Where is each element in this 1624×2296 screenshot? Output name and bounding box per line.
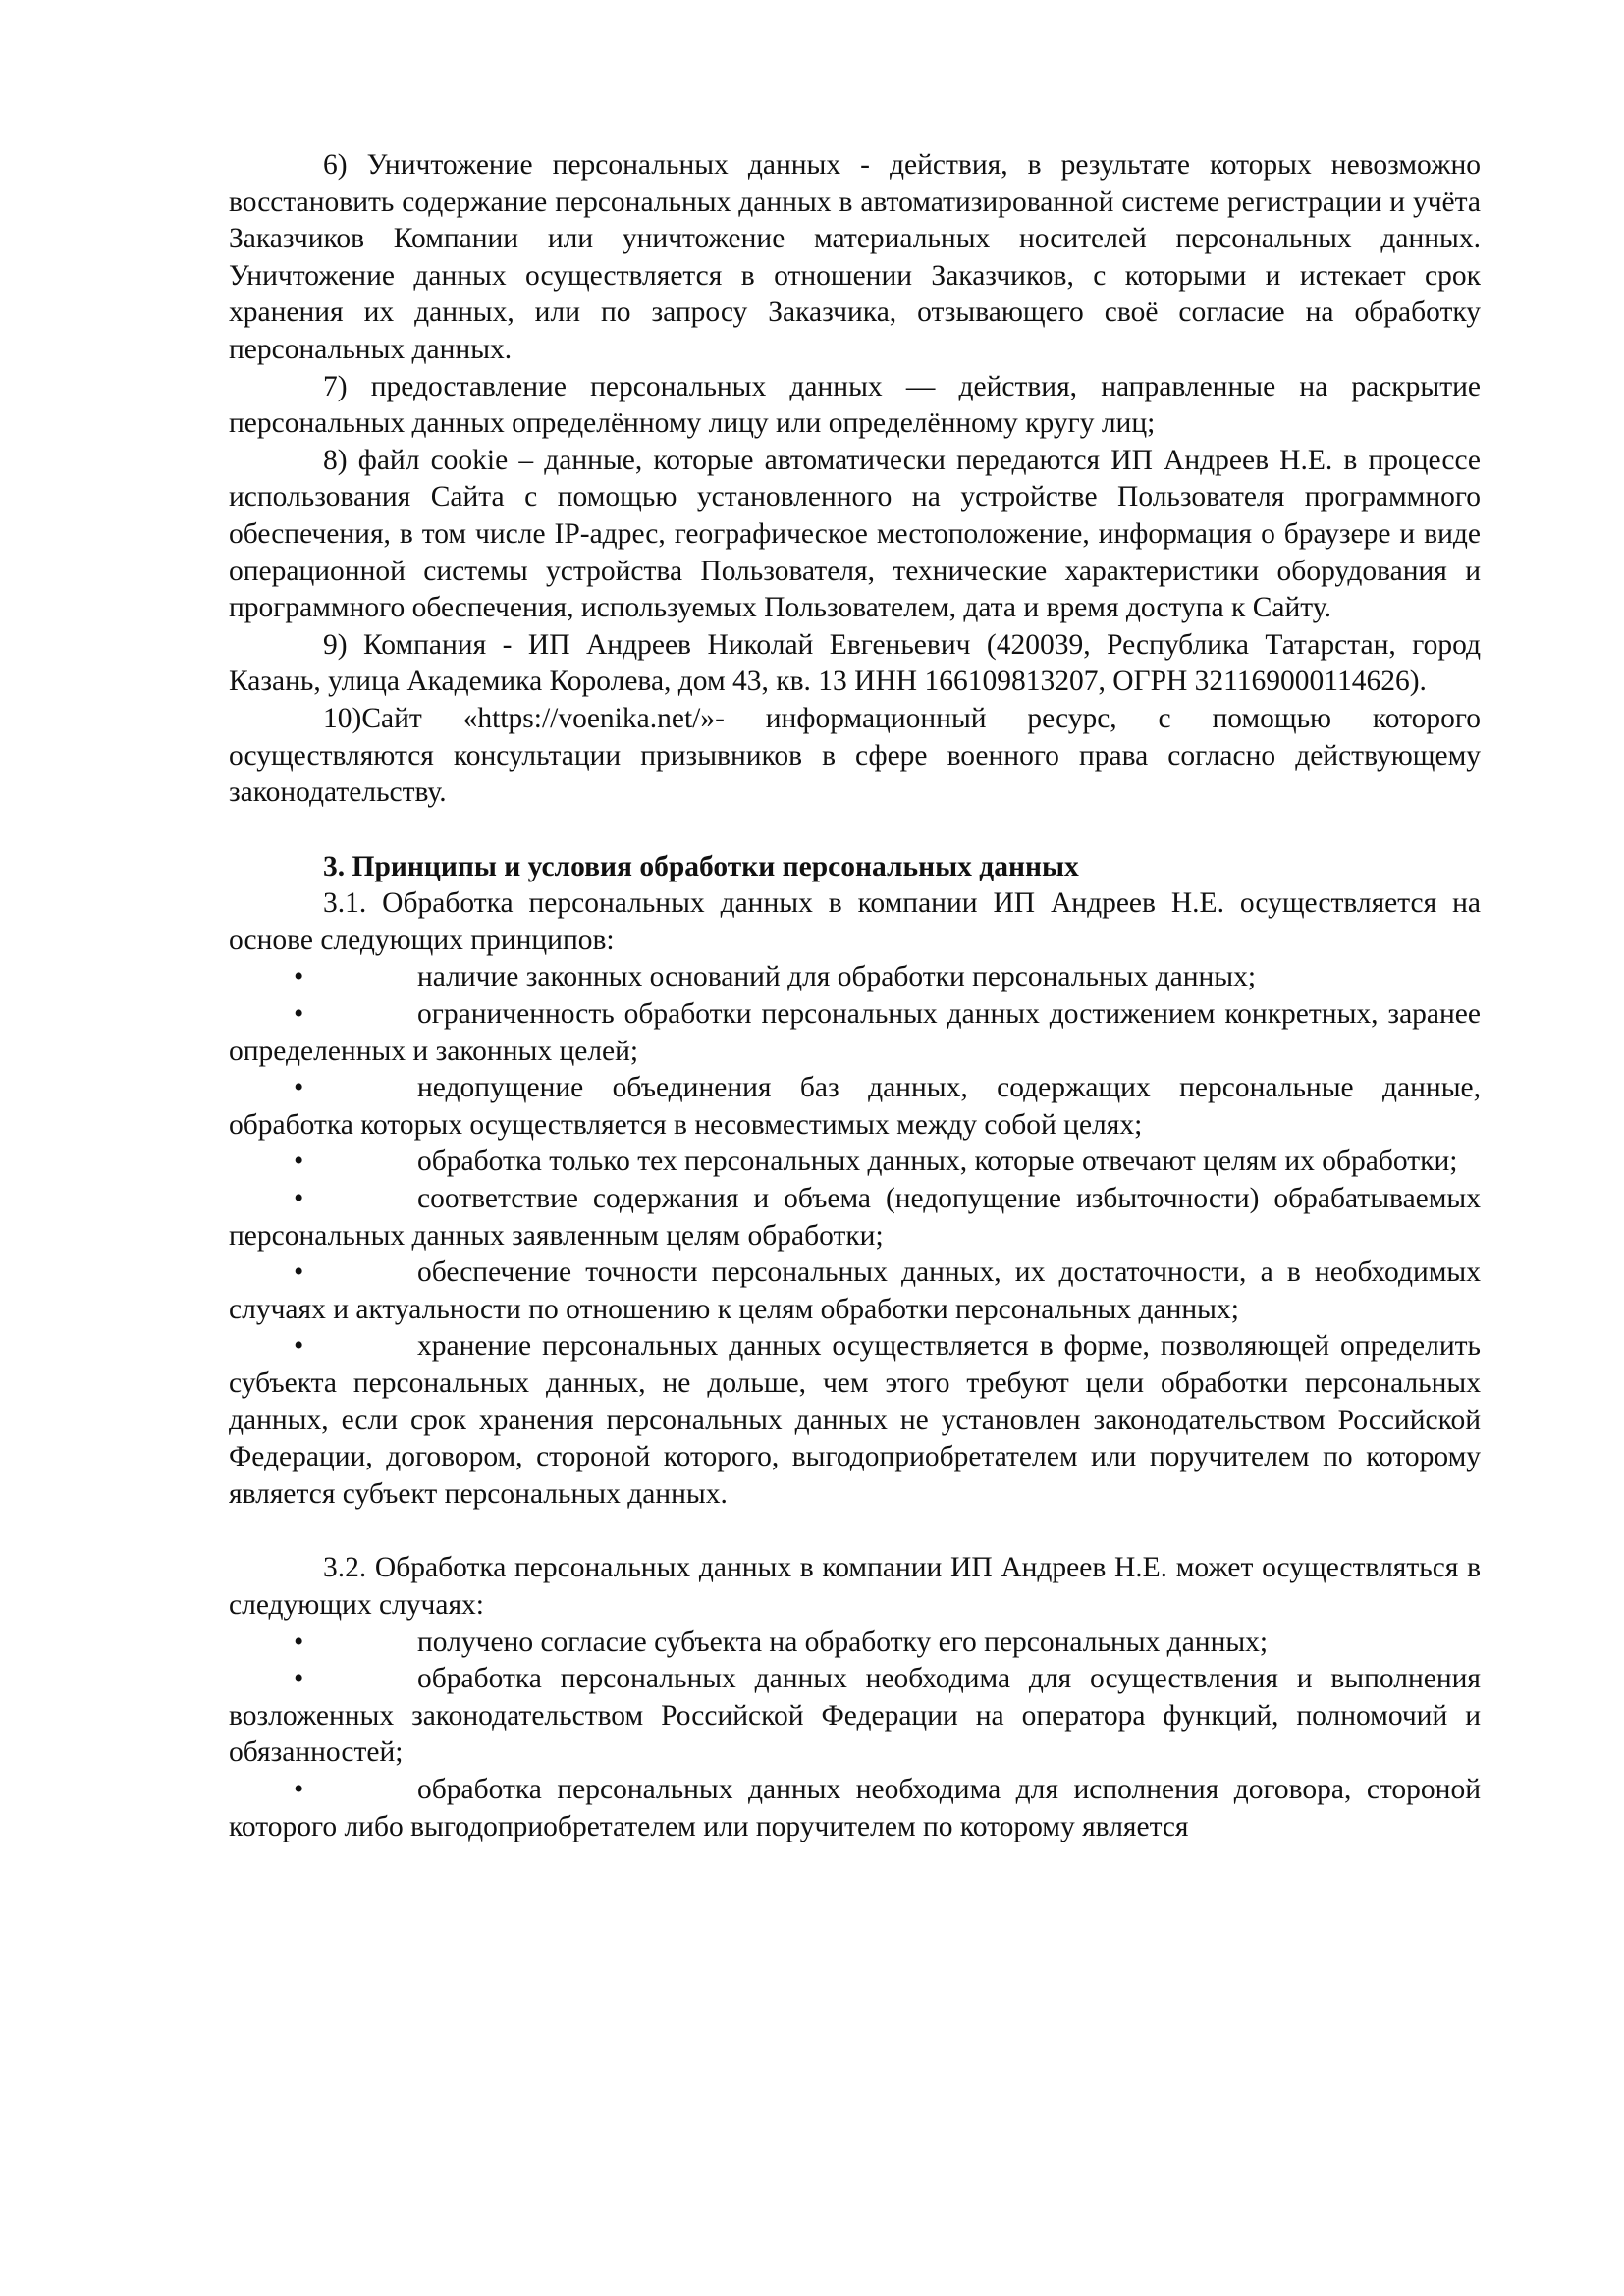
list-item: • обеспечение точности персональных данных, их достаточности, а в необходимых случаях и актуальности по отношению к целям обработки персональных данных; — [229, 1256, 1481, 1325]
list-item: • ограниченность обработки персональных данных достижением конкретных, заранее определенных и законных целей; — [229, 998, 1481, 1067]
paragraph-3-1-intro: 3.1. Обработка персональных данных в компании ИП Андреев Н.Е. осуществляется на основе следующих принципов: — [229, 887, 1481, 956]
bullet-icon: • — [294, 1773, 304, 1805]
list-item: • обработка только тех персональных данных, которые отвечают целям их обработки; — [229, 1144, 1481, 1181]
bullet-icon: • — [294, 998, 304, 1031]
list-item: • хранение персональных данных осуществляется в форме, позволяющей определить субъекта персональных данных, не дольше, чем этого требуют цели обработки персональных данных, если срок хранения персональных данных не установлен законодательством Российской Федерации, договором, стороной которого, выгодоприобретателем или поручителем по которому является субъект персональных данных. — [229, 1330, 1481, 1510]
bullet-icon: • — [294, 1626, 304, 1658]
definition-item-7: 7) предоставление персональных данных — действия, направленные на раскрытие персональных данных определённому лицу или определённому кругу лиц; — [229, 370, 1481, 440]
bullet-icon: • — [294, 1183, 304, 1215]
list-item: • обработка персональных данных необходима для исполнения договора, стороной которого либо выгодоприобретателем или поручителем по которому является — [229, 1773, 1481, 1842]
definition-item-6: 6) Уничтожение персональных данных - действия, в результате которых невозможно восстановить содержание персональных данных в автоматизированной системе регистрации и учёта Заказчиков Компании или уничтожение материальных носителей персональных данных. Уничтожение данных осуществляется в отношении Заказчиков, с которыми и истекает срок хранения их данных, или по запросу Заказчика, отзывающего своё согласие на обработку персональных данных. — [229, 149, 1481, 365]
section-3-heading: 3. Принципы и условия обработки персональных данных — [323, 850, 1079, 882]
document-page — [229, 147, 1481, 1845]
list-item: • обработка персональных данных необходима для осуществления и выполнения возложенных законодательством Российской Федерации на оператора функций, полномочий и обязанностей; — [229, 1663, 1481, 1769]
bullet-icon: • — [294, 1330, 304, 1362]
bullet-icon: • — [294, 1146, 304, 1178]
list-item: • недопущение объединения баз данных, содержащих персональные данные, обработка которых осуществляется в несовместимых между собой целях; — [229, 1072, 1481, 1141]
list-item: • получено согласие субъекта на обработку его персональных данных; — [229, 1625, 1481, 1662]
bullet-icon: • — [294, 1072, 304, 1104]
list-item: • соответствие содержания и объема (недопущение избыточности) обрабатываемых персональных данных заявленным целям обработки; — [229, 1183, 1481, 1252]
definition-item-8: 8) файл cookie – данные, которые автоматически передаются ИП Андреев Н.Е. в процессе использования Сайта с помощью установленного на устройстве Пользователя программного обеспечения, в том числе IP-адрес, географическое местоположение, информация о браузере и виде операционной системы устройства Пользователя, технические характеристики оборудования и программного обеспечения, используемых Пользователем, дата и время доступа к Сайту. — [229, 444, 1481, 624]
definition-item-10: 10)Сайт «https://voenika.net/»- информационный ресурс, с помощью которого осуществляются консультации призывников в сфере военного права согласно действующему законодательству. — [229, 702, 1481, 809]
spacer — [229, 1513, 1481, 1550]
bullet-icon: • — [294, 1256, 304, 1289]
spacer — [229, 812, 1481, 849]
bullet-icon: • — [294, 1663, 304, 1695]
paragraph-3-2-intro: 3.2. Обработка персональных данных в компании ИП Андреев Н.Е. может осуществляться в следующих случаях: — [229, 1552, 1481, 1621]
bullet-icon: • — [294, 961, 304, 993]
list-item: • наличие законных оснований для обработки персональных данных; — [229, 959, 1481, 996]
definition-item-9: 9) Компания - ИП Андреев Николай Евгеньевич (420039, Республика Татарстан, город Казань, улица Академика Королева, дом 43, кв. 13 ИНН 166109813207, ОГРН 321169000114626). — [229, 628, 1481, 698]
